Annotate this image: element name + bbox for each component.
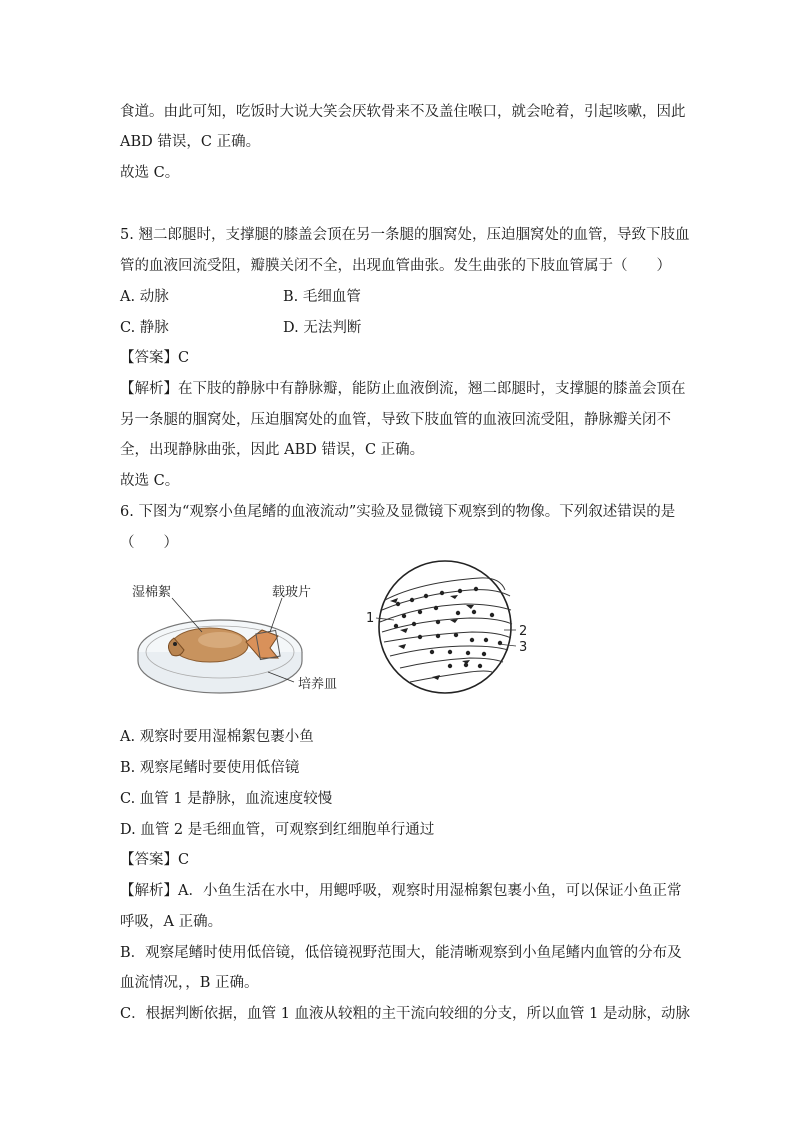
label-vessel-3: 3	[519, 640, 528, 655]
question-5-stem: 管的血液回流受阻，瓣膜关闭不全，出现血管曲张。发生曲张的下肢血管属于（ ）	[120, 258, 671, 274]
q6-option-a: A. 观察时要用湿棉絮包裹小鱼	[120, 729, 314, 745]
q6-analysis: 呼吸，A 正确。	[120, 914, 223, 930]
q6-answer: 【答案】C	[120, 852, 190, 868]
q6-option-b: B. 观察尾鳍时要使用低倍镜	[120, 760, 300, 776]
q6-option-c: C. 血管 1 是静脉，血流速度较慢	[120, 791, 333, 807]
q6-option-d: D. 血管 2 是毛细血管，可观察到红细胞单行通过	[120, 822, 435, 838]
figure-svg	[120, 560, 560, 710]
q5-analysis: 故选 C。	[120, 473, 180, 489]
question-6-stem: 6. 下图为“观察小鱼尾鳍的血液流动”实验及显微镜下观察到的物像。下列叙述错误的是	[120, 504, 676, 520]
label-vessel-2: 2	[519, 624, 528, 639]
q6-analysis: C．根据判断依据，血管 1 血液从较粗的主干流向较细的分支，所以血管 1 是动脉，动脉	[120, 1006, 690, 1022]
text-line: ABD 错误，C 正确。	[120, 134, 261, 150]
q5-analysis: 【解析】在下肢的静脉中有静脉瓣，能防止血液倒流，翘二郎腿时，支撑腿的膝盖会顶在	[120, 381, 686, 397]
petri-dish-illustration	[138, 620, 302, 693]
question-5-stem: 5. 翘二郎腿时，支撑腿的膝盖会顶在另一条腿的腘窝处，压迫腘窝处的血管，导致下肢血	[120, 227, 690, 243]
q6-analysis: B．观察尾鳍时使用低倍镜，低倍镜视野范围大，能清晰观察到小鱼尾鳍内血管的分布及	[120, 945, 682, 961]
microscope-field-illustration	[379, 561, 512, 693]
label-glass-slide: 载玻片	[272, 585, 312, 600]
q5-option-b: B. 毛细血管	[283, 289, 361, 305]
text-line: 食道。由此可知，吃饭时大说大笑会厌软骨来不及盖住喉口，就会呛着，引起咳嗽，因此	[120, 104, 686, 120]
q5-analysis: 另一条腿的腘窝处，压迫腘窝处的血管，导致下肢血管的血液回流受阻，静脉瓣关闭不	[120, 412, 671, 428]
q5-option-c: C. 静脉	[120, 320, 169, 336]
label-petri-dish: 培养皿	[298, 677, 338, 692]
q5-option-a: A. 动脉	[120, 289, 169, 305]
q6-analysis: 【解析】A．小鱼生活在水中，用鳃呼吸，观察时用湿棉絮包裹小鱼，可以保证小鱼正常	[120, 883, 682, 899]
q5-answer: 【答案】C	[120, 350, 190, 366]
question-6-stem: （ ）	[120, 535, 178, 551]
experiment-figure	[120, 560, 560, 710]
q5-option-d: D. 无法判断	[283, 320, 362, 336]
label-vessel-1: 1	[366, 611, 375, 626]
text-line: 故选 C。	[120, 165, 180, 181]
label-wet-cotton: 湿棉絮	[132, 585, 172, 600]
q5-analysis: 全，出现静脉曲张，因此 ABD 错误，C 正确。	[120, 442, 425, 458]
q6-analysis: 血流情况，，B 正确。	[120, 975, 259, 991]
